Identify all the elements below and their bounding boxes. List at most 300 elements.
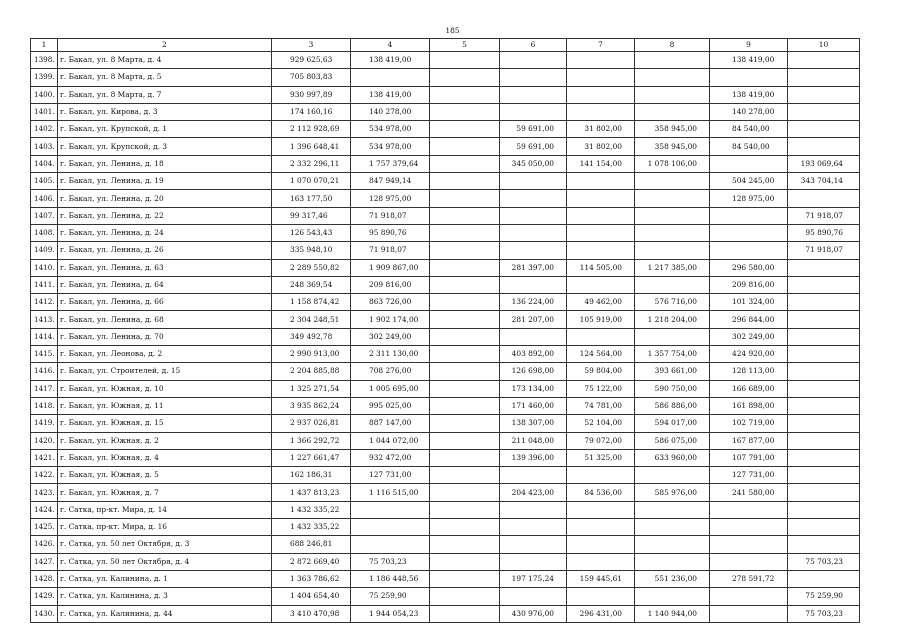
table-cell-col-6: 281 397,00 <box>500 259 567 276</box>
table-cell-col-2: г. Бакал, ул. Ленина, д. 20 <box>58 190 272 207</box>
table-row <box>31 207 860 224</box>
table-cell-col-6 <box>500 103 567 120</box>
table-cell-col-8: 594 017,00 <box>635 415 710 432</box>
table-cell-col-7 <box>567 52 635 69</box>
table-cell-col-7: 114 505,00 <box>567 259 635 276</box>
table-cell-col-5 <box>430 138 500 155</box>
table-cell-col-6 <box>500 588 567 605</box>
table-cell-col-1: 1423. <box>31 484 58 501</box>
table-cell-col-4: 932 472,00 <box>351 449 430 466</box>
table-cell-col-9 <box>710 224 788 241</box>
table-cell-col-5 <box>430 69 500 86</box>
table-cell-col-10 <box>788 52 860 69</box>
table-cell-col-4: 209 816,00 <box>351 276 430 293</box>
table-cell-col-1: 1402. <box>31 121 58 138</box>
table-cell-col-5 <box>430 397 500 414</box>
table-cell-col-2: г. Бакал, ул. Ленина, д. 22 <box>58 207 272 224</box>
table-cell-col-6: 403 892,00 <box>500 346 567 363</box>
housing-repair-table <box>30 38 860 623</box>
table-cell-col-3: 1 404 654,40 <box>272 588 351 605</box>
table-cell-col-2: г. Сатка, ул. Калинина, д. 1 <box>58 570 272 587</box>
table-cell-col-10: 343 704,14 <box>788 173 860 190</box>
table-cell-col-9: 504 245,00 <box>710 173 788 190</box>
table-cell-col-6 <box>500 536 567 553</box>
table-cell-col-3: 1 158 874,42 <box>272 294 351 311</box>
table-cell-col-5 <box>430 155 500 172</box>
table-cell-col-8 <box>635 173 710 190</box>
table-cell-col-8 <box>635 207 710 224</box>
table-cell-col-7 <box>567 242 635 259</box>
table-cell-col-6: 173 134,00 <box>500 380 567 397</box>
table-row <box>31 86 860 103</box>
table-cell-col-1: 1405. <box>31 173 58 190</box>
page-number: 185 <box>445 26 460 35</box>
table-cell-col-3: 705 803,83 <box>272 69 351 86</box>
table-cell-col-9: 140 278,00 <box>710 103 788 120</box>
table-row <box>31 259 860 276</box>
table-cell-col-2: г. Бакал, ул. Ленина, д. 19 <box>58 173 272 190</box>
table-cell-col-10: 75 703,23 <box>788 553 860 570</box>
table-cell-col-9: 84 540,00 <box>710 121 788 138</box>
column-header-3: 3 <box>272 39 351 52</box>
table-cell-col-5 <box>430 207 500 224</box>
column-header-1: 1 <box>31 39 58 52</box>
table-cell-col-8: 551 236,00 <box>635 570 710 587</box>
table-cell-col-4: 534 978,00 <box>351 121 430 138</box>
table-cell-col-5 <box>430 536 500 553</box>
table-cell-col-10 <box>788 570 860 587</box>
table-cell-col-3: 1 070 070,21 <box>272 173 351 190</box>
table-cell-col-1: 1398. <box>31 52 58 69</box>
table-cell-col-3: 99 317,46 <box>272 207 351 224</box>
table-cell-col-8: 633 960,00 <box>635 449 710 466</box>
table-row <box>31 380 860 397</box>
table-cell-col-2: г. Бакал, ул. 8 Марта, д. 7 <box>58 86 272 103</box>
table-cell-col-4: 1 902 174,00 <box>351 311 430 328</box>
table-cell-col-2: г. Бакал, ул. Кирова, д. 3 <box>58 103 272 120</box>
table-cell-col-5 <box>430 380 500 397</box>
table-cell-col-9 <box>710 69 788 86</box>
table-cell-col-9 <box>710 536 788 553</box>
table-row <box>31 605 860 622</box>
table-cell-col-9: 296 580,00 <box>710 259 788 276</box>
table-body <box>31 52 860 623</box>
table-cell-col-4: 1 116 515,00 <box>351 484 430 501</box>
table-cell-col-5 <box>430 432 500 449</box>
table-cell-col-9: 84 540,00 <box>710 138 788 155</box>
table-cell-col-3: 2 937 026,81 <box>272 415 351 432</box>
table-cell-col-7: 75 122,00 <box>567 380 635 397</box>
table-cell-col-3: 2 872 669,40 <box>272 553 351 570</box>
table-cell-col-8 <box>635 69 710 86</box>
table-cell-col-1: 1415. <box>31 346 58 363</box>
table-cell-col-10: 75 703,23 <box>788 605 860 622</box>
table-cell-col-7: 59 804,00 <box>567 363 635 380</box>
table-cell-col-3: 2 304 248,51 <box>272 311 351 328</box>
table-cell-col-5 <box>430 259 500 276</box>
table-cell-col-5 <box>430 467 500 484</box>
table-cell-col-10 <box>788 363 860 380</box>
table-cell-col-6: 430 976,00 <box>500 605 567 622</box>
table-cell-col-6: 345 050,00 <box>500 155 567 172</box>
table-cell-col-9: 278 591,72 <box>710 570 788 587</box>
table-cell-col-3: 2 289 550,82 <box>272 259 351 276</box>
table-cell-col-6 <box>500 501 567 518</box>
table-row <box>31 121 860 138</box>
table-cell-col-7: 141 154,00 <box>567 155 635 172</box>
table-cell-col-3: 2 204 885,88 <box>272 363 351 380</box>
table-cell-col-9 <box>710 155 788 172</box>
table-cell-col-9 <box>710 588 788 605</box>
table-cell-col-10 <box>788 138 860 155</box>
table-cell-col-7: 74 781,00 <box>567 397 635 414</box>
table-cell-col-5 <box>430 328 500 345</box>
table-cell-col-7 <box>567 207 635 224</box>
table-cell-col-7 <box>567 553 635 570</box>
table-cell-col-6 <box>500 467 567 484</box>
table-cell-col-3: 335 948,10 <box>272 242 351 259</box>
table-cell-col-1: 1409. <box>31 242 58 259</box>
table-cell-col-10 <box>788 346 860 363</box>
table-cell-col-4: 1 044 072,00 <box>351 432 430 449</box>
table-cell-col-6: 136 224,00 <box>500 294 567 311</box>
table-cell-col-8: 576 716,00 <box>635 294 710 311</box>
table-cell-col-3: 126 543,43 <box>272 224 351 241</box>
table-cell-col-5 <box>430 553 500 570</box>
table-cell-col-1: 1406. <box>31 190 58 207</box>
table-cell-col-6: 126 698,00 <box>500 363 567 380</box>
table-cell-col-10: 193 069,64 <box>788 155 860 172</box>
table-cell-col-6 <box>500 519 567 536</box>
table-row <box>31 103 860 120</box>
table-cell-col-10 <box>788 86 860 103</box>
table-cell-col-1: 1425. <box>31 519 58 536</box>
table-cell-col-8: 1 140 944,00 <box>635 605 710 622</box>
table-cell-col-5 <box>430 449 500 466</box>
table-cell-col-4: 887 147,00 <box>351 415 430 432</box>
table-cell-col-10 <box>788 103 860 120</box>
table-cell-col-4: 1 186 448,56 <box>351 570 430 587</box>
table-row <box>31 570 860 587</box>
table-cell-col-10 <box>788 380 860 397</box>
table-row <box>31 155 860 172</box>
table-row <box>31 328 860 345</box>
table-cell-col-5 <box>430 605 500 622</box>
table-cell-col-5 <box>430 190 500 207</box>
table-cell-col-6: 139 396,00 <box>500 449 567 466</box>
table-cell-col-2: г. Бакал, ул. Крупской, д. 1 <box>58 121 272 138</box>
table-row <box>31 52 860 69</box>
table-row <box>31 138 860 155</box>
table-cell-col-9: 128 975,00 <box>710 190 788 207</box>
table-cell-col-3: 930 997,89 <box>272 86 351 103</box>
table-cell-col-9: 296 844,00 <box>710 311 788 328</box>
table-cell-col-6 <box>500 207 567 224</box>
table-cell-col-1: 1419. <box>31 415 58 432</box>
column-header-8: 8 <box>635 39 710 52</box>
table-cell-col-7 <box>567 519 635 536</box>
table-cell-col-3: 688 246,81 <box>272 536 351 553</box>
table-cell-col-2: г. Сатка, ул. Калинина, д. 44 <box>58 605 272 622</box>
table-row <box>31 173 860 190</box>
table-cell-col-6 <box>500 86 567 103</box>
table-cell-col-2: г. Бакал, ул. Южная, д. 7 <box>58 484 272 501</box>
table-cell-col-8 <box>635 553 710 570</box>
table-cell-col-8 <box>635 52 710 69</box>
table-cell-col-3: 248 369,54 <box>272 276 351 293</box>
table-cell-col-3: 1 227 661,47 <box>272 449 351 466</box>
table-cell-col-8: 358 945,00 <box>635 138 710 155</box>
table-row <box>31 449 860 466</box>
table-cell-col-6 <box>500 328 567 345</box>
table-cell-col-2: г. Бакал, ул. Южная, д. 4 <box>58 449 272 466</box>
table-row <box>31 432 860 449</box>
table-cell-col-8 <box>635 86 710 103</box>
table-cell-col-8 <box>635 588 710 605</box>
table-cell-col-5 <box>430 86 500 103</box>
header-row <box>31 39 860 52</box>
table-cell-col-2: г. Бакал, ул. Ленина, д. 26 <box>58 242 272 259</box>
table-cell-col-4: 2 311 130,00 <box>351 346 430 363</box>
table-cell-col-4: 847 949,14 <box>351 173 430 190</box>
table-row <box>31 224 860 241</box>
table-cell-col-10 <box>788 276 860 293</box>
table-row <box>31 346 860 363</box>
table-cell-col-3: 929 625,63 <box>272 52 351 69</box>
table-cell-col-5 <box>430 294 500 311</box>
table-row <box>31 467 860 484</box>
table-cell-col-7 <box>567 328 635 345</box>
table-cell-col-9: 167 877,00 <box>710 432 788 449</box>
table-cell-col-8: 358 945,00 <box>635 121 710 138</box>
table-cell-col-4: 708 276,00 <box>351 363 430 380</box>
table-cell-col-7 <box>567 536 635 553</box>
table-cell-col-1: 1426. <box>31 536 58 553</box>
table-cell-col-1: 1420. <box>31 432 58 449</box>
table-cell-col-1: 1400. <box>31 86 58 103</box>
table-cell-col-7 <box>567 588 635 605</box>
table-cell-col-3: 174 160,16 <box>272 103 351 120</box>
table-cell-col-2: г. Бакал, ул. Ленина, д. 66 <box>58 294 272 311</box>
table-cell-col-8 <box>635 242 710 259</box>
table-cell-col-7: 51 325,00 <box>567 449 635 466</box>
table-cell-col-1: 1417. <box>31 380 58 397</box>
table-row <box>31 484 860 501</box>
table-cell-col-8 <box>635 276 710 293</box>
column-header-10: 10 <box>788 39 860 52</box>
table-cell-col-9: 138 419,00 <box>710 52 788 69</box>
table-cell-col-9 <box>710 553 788 570</box>
table-cell-col-3: 1 437 813,23 <box>272 484 351 501</box>
table-cell-col-10 <box>788 536 860 553</box>
table-cell-col-9: 127 731,00 <box>710 467 788 484</box>
table-cell-col-4: 127 731,00 <box>351 467 430 484</box>
table-cell-col-2: г. Бакал, ул. Леонова, д. 2 <box>58 346 272 363</box>
table-cell-col-3: 3 935 862,24 <box>272 397 351 414</box>
table-cell-col-10 <box>788 259 860 276</box>
table-cell-col-2: г. Бакал, ул. Южная, д. 2 <box>58 432 272 449</box>
table-cell-col-1: 1430. <box>31 605 58 622</box>
table-cell-col-6 <box>500 190 567 207</box>
table-cell-col-6 <box>500 553 567 570</box>
table-cell-col-8: 1 078 106,00 <box>635 155 710 172</box>
table-cell-col-8 <box>635 328 710 345</box>
table-cell-col-3: 163 177,50 <box>272 190 351 207</box>
table-cell-col-10 <box>788 484 860 501</box>
table-cell-col-7: 79 072,00 <box>567 432 635 449</box>
table-cell-col-4: 138 419,00 <box>351 86 430 103</box>
table-cell-col-5 <box>430 242 500 259</box>
table-cell-col-7: 84 536,00 <box>567 484 635 501</box>
table-cell-col-4: 534 978,00 <box>351 138 430 155</box>
table-cell-col-5 <box>430 103 500 120</box>
table-cell-col-8: 586 075,00 <box>635 432 710 449</box>
table-cell-col-8 <box>635 519 710 536</box>
table-cell-col-10: 71 918,07 <box>788 242 860 259</box>
table-cell-col-2: г. Сатка, пр-кт. Мира, д. 16 <box>58 519 272 536</box>
column-header-2: 2 <box>58 39 272 52</box>
table-cell-col-2: г. Бакал, ул. Крупской, д. 3 <box>58 138 272 155</box>
table-cell-col-7: 105 919,00 <box>567 311 635 328</box>
table-cell-col-5 <box>430 501 500 518</box>
table-cell-col-8 <box>635 224 710 241</box>
table-cell-col-1: 1413. <box>31 311 58 328</box>
table-cell-col-2: г. Бакал, ул. Ленина, д. 70 <box>58 328 272 345</box>
table-cell-col-6: 171 460,00 <box>500 397 567 414</box>
table-cell-col-9 <box>710 207 788 224</box>
table-row <box>31 553 860 570</box>
table-cell-col-1: 1407. <box>31 207 58 224</box>
table-cell-col-3: 1 325 271,54 <box>272 380 351 397</box>
table-cell-col-5 <box>430 346 500 363</box>
table-row <box>31 588 860 605</box>
table-cell-col-10 <box>788 467 860 484</box>
table-cell-col-4: 863 726,00 <box>351 294 430 311</box>
table-cell-col-2: г. Бакал, ул. Ленина, д. 24 <box>58 224 272 241</box>
table-cell-col-4: 1 944 054,23 <box>351 605 430 622</box>
table-cell-col-9: 101 324,00 <box>710 294 788 311</box>
table-cell-col-10: 95 890,76 <box>788 224 860 241</box>
table-cell-col-6 <box>500 276 567 293</box>
table-cell-col-1: 1424. <box>31 501 58 518</box>
table-cell-col-7: 31 802,00 <box>567 121 635 138</box>
table-cell-col-6: 204 423,00 <box>500 484 567 501</box>
table-cell-col-3: 349 492,78 <box>272 328 351 345</box>
table-cell-col-5 <box>430 570 500 587</box>
table-cell-col-3: 3 410 470,98 <box>272 605 351 622</box>
table-cell-col-9 <box>710 519 788 536</box>
table-cell-col-7: 49 462,00 <box>567 294 635 311</box>
table-cell-col-7 <box>567 276 635 293</box>
table-row <box>31 415 860 432</box>
table-cell-col-6 <box>500 242 567 259</box>
table-cell-col-8 <box>635 536 710 553</box>
table-row <box>31 190 860 207</box>
table-cell-col-10 <box>788 69 860 86</box>
table-cell-col-7 <box>567 190 635 207</box>
table-cell-col-2: г. Бакал, ул. Южная, д. 15 <box>58 415 272 432</box>
table-cell-col-2: г. Бакал, ул. Южная, д. 11 <box>58 397 272 414</box>
table-cell-col-5 <box>430 415 500 432</box>
table-cell-col-10: 71 918,07 <box>788 207 860 224</box>
table-cell-col-9: 209 816,00 <box>710 276 788 293</box>
table-header <box>31 39 860 52</box>
table-cell-col-5 <box>430 52 500 69</box>
table-cell-col-3: 2 332 296,11 <box>272 155 351 172</box>
table-cell-col-1: 1408. <box>31 224 58 241</box>
table-cell-col-4: 95 890,76 <box>351 224 430 241</box>
table-cell-col-8: 590 750,00 <box>635 380 710 397</box>
table-row <box>31 69 860 86</box>
column-header-6: 6 <box>500 39 567 52</box>
table-cell-col-1: 1410. <box>31 259 58 276</box>
table-cell-col-3: 2 990 913,00 <box>272 346 351 363</box>
table-cell-col-5 <box>430 484 500 501</box>
table-cell-col-4: 1 909 867,00 <box>351 259 430 276</box>
table-cell-col-1: 1428. <box>31 570 58 587</box>
table-cell-col-7 <box>567 501 635 518</box>
table-cell-col-8: 586 886,00 <box>635 397 710 414</box>
table-cell-col-6 <box>500 173 567 190</box>
table-cell-col-2: г. Бакал, ул. Южная, д. 5 <box>58 467 272 484</box>
table-cell-col-10 <box>788 432 860 449</box>
table-cell-col-6 <box>500 224 567 241</box>
table-cell-col-3: 1 363 786,62 <box>272 570 351 587</box>
table-cell-col-10 <box>788 501 860 518</box>
table-row <box>31 536 860 553</box>
table-cell-col-4: 302 249,00 <box>351 328 430 345</box>
table-cell-col-1: 1399. <box>31 69 58 86</box>
table-cell-col-8: 1 218 204,00 <box>635 311 710 328</box>
table-cell-col-9: 161 898,00 <box>710 397 788 414</box>
table-cell-col-5 <box>430 173 500 190</box>
table-cell-col-1: 1418. <box>31 397 58 414</box>
table-cell-col-9 <box>710 605 788 622</box>
table-cell-col-7 <box>567 103 635 120</box>
table-cell-col-7: 31 802,00 <box>567 138 635 155</box>
table-cell-col-5 <box>430 311 500 328</box>
table-cell-col-3: 1 366 292,72 <box>272 432 351 449</box>
table-cell-col-5 <box>430 363 500 380</box>
table-cell-col-10: 75 259,90 <box>788 588 860 605</box>
table-cell-col-9: 102 719,00 <box>710 415 788 432</box>
table-cell-col-6: 59 691,00 <box>500 138 567 155</box>
column-header-7: 7 <box>567 39 635 52</box>
table-cell-col-1: 1404. <box>31 155 58 172</box>
table-cell-col-8: 1 357 754,00 <box>635 346 710 363</box>
table-cell-col-8 <box>635 190 710 207</box>
table-cell-col-10 <box>788 121 860 138</box>
table-cell-col-1: 1416. <box>31 363 58 380</box>
table-row <box>31 397 860 414</box>
table-cell-col-4 <box>351 69 430 86</box>
table-cell-col-7: 52 104,00 <box>567 415 635 432</box>
table-cell-col-7 <box>567 467 635 484</box>
table-cell-col-2: г. Бакал, ул. Ленина, д. 63 <box>58 259 272 276</box>
table-cell-col-10 <box>788 397 860 414</box>
table-cell-col-5 <box>430 519 500 536</box>
table-cell-col-7: 124 564,00 <box>567 346 635 363</box>
table-cell-col-1: 1422. <box>31 467 58 484</box>
table-cell-col-8: 585 976,00 <box>635 484 710 501</box>
table-cell-col-6: 281 207,00 <box>500 311 567 328</box>
table-row <box>31 311 860 328</box>
table-cell-col-3: 1 432 335,22 <box>272 519 351 536</box>
table-cell-col-9 <box>710 242 788 259</box>
table-cell-col-2: г. Бакал, ул. Ленина, д. 18 <box>58 155 272 172</box>
table-cell-col-1: 1401. <box>31 103 58 120</box>
table-cell-col-6 <box>500 69 567 86</box>
